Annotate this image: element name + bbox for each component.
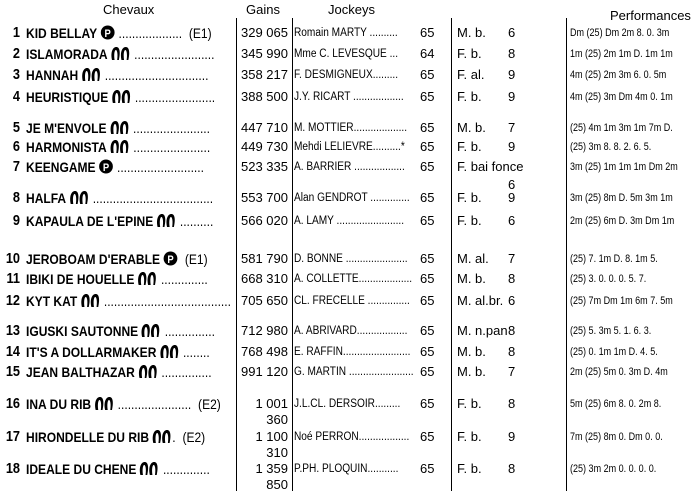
jockey-name: CL. FRECELLE ............... <box>294 295 410 307</box>
poids-value: 65 <box>420 396 435 411</box>
age-value: 7 <box>508 364 516 379</box>
runner-number: 15 <box>5 363 21 380</box>
robe-value: M. al.br. <box>457 293 504 308</box>
gains-value: 668 310 <box>241 271 288 286</box>
runner-number: 8 <box>12 189 20 206</box>
poids-value: 65 <box>420 344 435 359</box>
age-value: 8 <box>508 344 516 359</box>
robe-value: M. al. <box>457 251 489 266</box>
runner-number: 5 <box>12 119 20 136</box>
performances-value: 3m (25) 1m 1m 1m Dm 2m <box>570 161 678 173</box>
jockey-name: J.Y. RICART .................. <box>294 91 404 103</box>
DP-ferrure-icon <box>109 139 130 154</box>
DP-ferrure-icon <box>139 461 160 476</box>
gains-value: 358 217 <box>241 67 288 82</box>
horse-name: KAPAULA DE L'EPINE <box>26 213 154 229</box>
horse-name: HANNAH <box>26 67 79 83</box>
runner-number: 1 <box>12 24 20 41</box>
horse-name-cell <box>26 363 212 381</box>
runner-row <box>0 270 700 288</box>
runner-row <box>0 395 700 427</box>
performances-value: Dm (25) Dm 2m 8. 0. 3m <box>570 27 670 39</box>
leader-dots: .................................... <box>89 190 214 206</box>
robe-value: M. b. <box>457 344 486 359</box>
leader-dots: .............. <box>157 271 208 287</box>
jockey-name: Noé PERRON.................. <box>294 431 410 443</box>
gains-value: 991 120 <box>241 364 288 379</box>
poids-value: 65 <box>420 139 435 154</box>
robe-value: F. b. <box>457 461 482 476</box>
age-value: 8 <box>508 396 516 411</box>
runner-row <box>0 24 700 42</box>
leader-dots: ...................................... <box>100 293 231 309</box>
robe-value: M. b. <box>457 25 486 40</box>
performances-value: 5m (25) 6m 8. 0. 2m 8. <box>570 398 662 410</box>
horse-name-cell <box>26 212 213 230</box>
gains-value: 553 700 <box>241 190 288 205</box>
poids-value: 65 <box>420 89 435 104</box>
performances-value: (25) 5. 3m 5. 1. 6. 3. <box>570 325 652 337</box>
performances-value: 4m (25) 2m 3m 6. 0. 5m <box>570 69 667 81</box>
robe-value: M. b. <box>457 271 486 286</box>
runner-row <box>0 158 700 192</box>
poids-value: 65 <box>420 293 435 308</box>
DP-ferrure-icon <box>69 190 90 205</box>
DP-ferrure-icon <box>156 213 177 228</box>
robe-value: F. b. <box>457 89 482 104</box>
DP-ferrure-icon <box>137 364 158 379</box>
leader-dots: ............................... <box>101 67 209 83</box>
runner-row <box>0 66 700 84</box>
horse-name-cell <box>26 66 208 84</box>
horse-name-cell <box>26 24 212 42</box>
performances-value: 1m (25) 2m 1m D. 1m 1m <box>570 48 673 60</box>
robe-value: M. b. <box>457 364 486 379</box>
poids-value: 65 <box>420 190 435 205</box>
DP-ferrure-icon <box>137 271 158 286</box>
DP-ferrure-icon <box>111 89 132 104</box>
jockey-name: Alan GENDROT .............. <box>294 192 410 204</box>
age-value: 8 <box>508 461 516 476</box>
horse-name: ISLAMORADA <box>26 46 108 62</box>
ecurie-tag: (E1) <box>184 251 208 267</box>
poids-value: 65 <box>420 159 435 174</box>
DP-ferrure-icon <box>94 396 115 411</box>
performances-value: (25) 0. 1m 1m D. 4. 5. <box>570 346 658 358</box>
horse-name: KID BELLAY <box>26 25 98 41</box>
horse-name: INA DU RIB <box>26 396 92 412</box>
DP-ferrure-icon <box>81 67 102 82</box>
jockey-name: A. LAMY ........................ <box>294 215 405 227</box>
horse-name-cell <box>26 343 210 361</box>
gains-value: 768 498 <box>241 344 288 359</box>
gains-value: 1 001 <box>255 396 288 411</box>
P-ferrure-icon <box>98 159 113 174</box>
leader-dots: ....................... <box>129 139 211 155</box>
ecurie-tag: (E1) <box>188 25 212 41</box>
horse-name-cell <box>26 189 213 207</box>
runner-row <box>0 119 700 137</box>
jockey-name: A. ABRIVARD.................. <box>294 325 408 337</box>
runner-row <box>0 45 700 63</box>
performances-value: 2m (25) 6m D. 3m Dm 1m <box>570 215 675 227</box>
gains-value: 345 990 <box>241 46 288 61</box>
horse-name-cell <box>26 270 208 288</box>
leader-dots: ........................ <box>131 89 216 105</box>
robe-value: F. b. <box>457 139 482 154</box>
gains-value: 712 980 <box>241 323 288 338</box>
horse-name: JE M'ENVOLE <box>26 120 107 136</box>
age-value: 9 <box>508 139 516 154</box>
gains-value: 447 710 <box>241 120 288 135</box>
DP-ferrure-icon <box>152 429 176 445</box>
age-value: 9 <box>508 67 516 82</box>
runner-number: 16 <box>5 395 21 412</box>
horse-name: KEENGAME <box>26 159 96 175</box>
robe-value: F. b. <box>457 213 482 228</box>
jockey-name: Mme C. LEVESQUE ... <box>294 48 399 60</box>
gains-value: 388 500 <box>241 89 288 104</box>
runner-row <box>0 292 700 310</box>
poids-value: 65 <box>420 120 435 135</box>
leader-dots: .......................... <box>113 159 204 175</box>
gains-value-continued: 850 <box>266 477 288 492</box>
age-value: 8 <box>508 271 516 286</box>
horse-name-cell <box>26 292 231 310</box>
jockey-name: F. DESMIGNEUX......... <box>294 69 399 81</box>
horse-name: JEROBOAM D'ERABLE <box>26 251 160 267</box>
poids-value: 65 <box>420 429 435 444</box>
leader-dots: .......... <box>176 213 214 229</box>
poids-value: 65 <box>420 364 435 379</box>
gains-value: 1 359 <box>255 461 288 476</box>
header-chevaux: Chevaux <box>103 2 155 17</box>
runner-number: 6 <box>12 138 20 155</box>
robe-value: F. b. <box>457 46 482 61</box>
runner-number: 9 <box>12 212 20 229</box>
age-value: 6 <box>508 293 516 308</box>
runner-number: 10 <box>5 250 21 267</box>
gains-value: 566 020 <box>241 213 288 228</box>
svg-text:P: P <box>104 28 111 40</box>
jockey-name: M. MOTTIER................... <box>294 122 408 134</box>
gains-value: 523 335 <box>241 159 288 174</box>
leader-dots: ............... <box>158 364 212 380</box>
runner-row <box>0 363 700 381</box>
age-value: 6 <box>508 25 516 40</box>
runner-row <box>0 88 700 106</box>
horse-name-cell <box>26 250 208 268</box>
horse-name: HEURISTIQUE <box>26 89 109 105</box>
leader-dots: ............... <box>161 323 215 339</box>
leader-dots: ........ <box>179 344 210 360</box>
poids-value: 64 <box>420 46 435 61</box>
runner-number: 17 <box>5 428 21 445</box>
runner-number: 4 <box>12 88 20 105</box>
performances-value: 3m (25) 8m D. 5m 3m 1m <box>570 192 673 204</box>
runner-number: 12 <box>5 292 21 309</box>
runner-number: 13 <box>5 322 21 339</box>
horse-name-cell <box>26 428 205 446</box>
performances-value: (25) 7. 1m D. 8. 1m 5. <box>570 253 658 265</box>
runner-number: 7 <box>12 158 20 175</box>
runner-row <box>0 138 700 156</box>
horse-name-cell <box>26 138 210 156</box>
runner-number: 14 <box>5 343 21 360</box>
age-value: 7 <box>508 120 516 135</box>
horse-name-cell <box>26 395 221 413</box>
age-value: 6 <box>508 213 516 228</box>
horse-name: HARMONISTA <box>26 139 107 155</box>
performances-value: (25) 7m Dm 1m 6m 7. 5m <box>570 295 673 307</box>
horse-name: HALFA <box>26 190 67 206</box>
performances-value: 7m (25) 8m 0. Dm 0. 0. <box>570 431 663 443</box>
runner-row <box>0 322 700 340</box>
jockey-name: Mehdi LELIEVRE..........* <box>294 141 405 153</box>
horse-name-cell <box>26 460 210 478</box>
DP-ferrure-icon <box>80 293 101 308</box>
robe-value: M. b. <box>457 120 486 135</box>
age-value: 8 <box>508 46 516 61</box>
poids-value: 65 <box>420 323 435 338</box>
horse-name-cell <box>26 158 204 176</box>
gains-value-continued: 360 <box>266 412 288 427</box>
horse-name: IDEALE DU CHENE <box>26 461 137 477</box>
header-performances: Performances <box>610 8 691 23</box>
robe-value: M. n.pan <box>457 323 508 338</box>
age-value: 6 <box>508 177 516 192</box>
age-value: 9 <box>508 89 516 104</box>
poids-value: 65 <box>420 25 435 40</box>
age-value: 8 <box>508 323 516 338</box>
runner-number: 18 <box>5 460 21 477</box>
gains-value: 1 100 <box>255 429 288 444</box>
ecurie-tag: (E2) <box>182 429 206 445</box>
jockey-name: A. BARRIER .................. <box>294 161 405 173</box>
horse-name: IT'S A DOLLARMAKER <box>26 344 157 360</box>
runner-row <box>0 343 700 361</box>
performances-value: (25) 4m 1m 3m 1m 7m D. <box>570 122 673 134</box>
gains-value-continued: 310 <box>266 445 288 460</box>
robe-value: F. b. <box>457 190 482 205</box>
performances-value: 4m (25) 3m Dm 4m 0. 1m <box>570 91 673 103</box>
performances-value: (25) 3m 2m 0. 0. 0. 0. <box>570 463 657 475</box>
horse-name: IBIKI DE HOUELLE <box>26 271 135 287</box>
horse-name: HIRONDELLE DU RIB <box>26 429 150 445</box>
ecurie-tag: (E2) <box>198 396 221 412</box>
horse-name-cell <box>26 88 215 106</box>
poids-value: 65 <box>420 251 435 266</box>
runner-row <box>0 212 700 230</box>
runner-number: 2 <box>12 45 20 62</box>
gains-value: 449 730 <box>241 139 288 154</box>
leader-dots: ........................ <box>130 46 215 62</box>
runner-row <box>0 428 700 460</box>
horse-name: IGUSKI SAUTONNE <box>26 323 139 339</box>
gains-value: 581 790 <box>241 251 288 266</box>
gains-value: 705 650 <box>241 293 288 308</box>
DP-ferrure-icon <box>159 344 180 359</box>
leader-dots: ................... <box>115 25 183 41</box>
svg-text:P: P <box>102 162 110 174</box>
DP-ferrure-icon <box>110 46 131 61</box>
leader-dots: .............. <box>159 461 210 477</box>
jockey-name: Romain MARTY .......... <box>294 27 398 39</box>
runner-row <box>0 460 700 492</box>
jockey-name: E. RAFFIN........................ <box>294 346 411 358</box>
runner-row <box>0 250 700 268</box>
gains-value: 329 065 <box>241 25 288 40</box>
horse-name-cell <box>26 119 210 137</box>
jockey-name: J.L.CL. DERSOIR......... <box>294 398 401 410</box>
P-ferrure-icon <box>100 25 115 40</box>
leader-dots: . <box>172 429 176 445</box>
poids-value: 65 <box>420 271 435 286</box>
DP-ferrure-icon <box>141 323 162 338</box>
age-value: 9 <box>508 190 516 205</box>
jockey-name: D. BONNE ...................... <box>294 253 408 265</box>
poids-value: 65 <box>420 213 435 228</box>
robe-value: F. bai fonce <box>457 159 524 174</box>
robe-value: F. b. <box>457 429 482 444</box>
horse-name-cell <box>26 45 214 63</box>
runner-number: 3 <box>12 66 20 83</box>
performances-value: (25) 3m 8. 8. 2. 6. 5. <box>570 141 652 153</box>
jockey-name: P.PH. PLOQUIN........... <box>294 463 399 475</box>
P-ferrure-icon <box>163 251 178 266</box>
header-gains: Gains <box>246 2 280 17</box>
horse-name-cell <box>26 322 215 340</box>
age-value: 7 <box>508 251 516 266</box>
robe-value: F. al. <box>457 67 485 82</box>
leader-dots: ...................... <box>114 396 192 412</box>
horse-name: JEAN BALTHAZAR <box>26 364 135 380</box>
header-jockeys: Jockeys <box>328 2 375 17</box>
robe-value: F. b. <box>457 396 482 411</box>
poids-value: 65 <box>420 461 435 476</box>
svg-text:P: P <box>167 254 174 266</box>
runner-number: 11 <box>6 270 20 287</box>
age-value: 9 <box>508 429 516 444</box>
performances-value: (25) 3. 0. 0. 0. 5. 7. <box>570 273 647 285</box>
leader-dots: ....................... <box>129 120 210 136</box>
DP-ferrure-icon <box>109 120 130 135</box>
jockey-name: A. COLLETTE................... <box>294 273 413 285</box>
jockey-name: G. MARTIN ....................... <box>294 366 414 378</box>
performances-value: 2m (25) 5m 0. 3m D. 4m <box>570 366 668 378</box>
horse-name: KYT KAT <box>26 293 78 309</box>
poids-value: 65 <box>420 67 435 82</box>
runner-row <box>0 189 700 207</box>
